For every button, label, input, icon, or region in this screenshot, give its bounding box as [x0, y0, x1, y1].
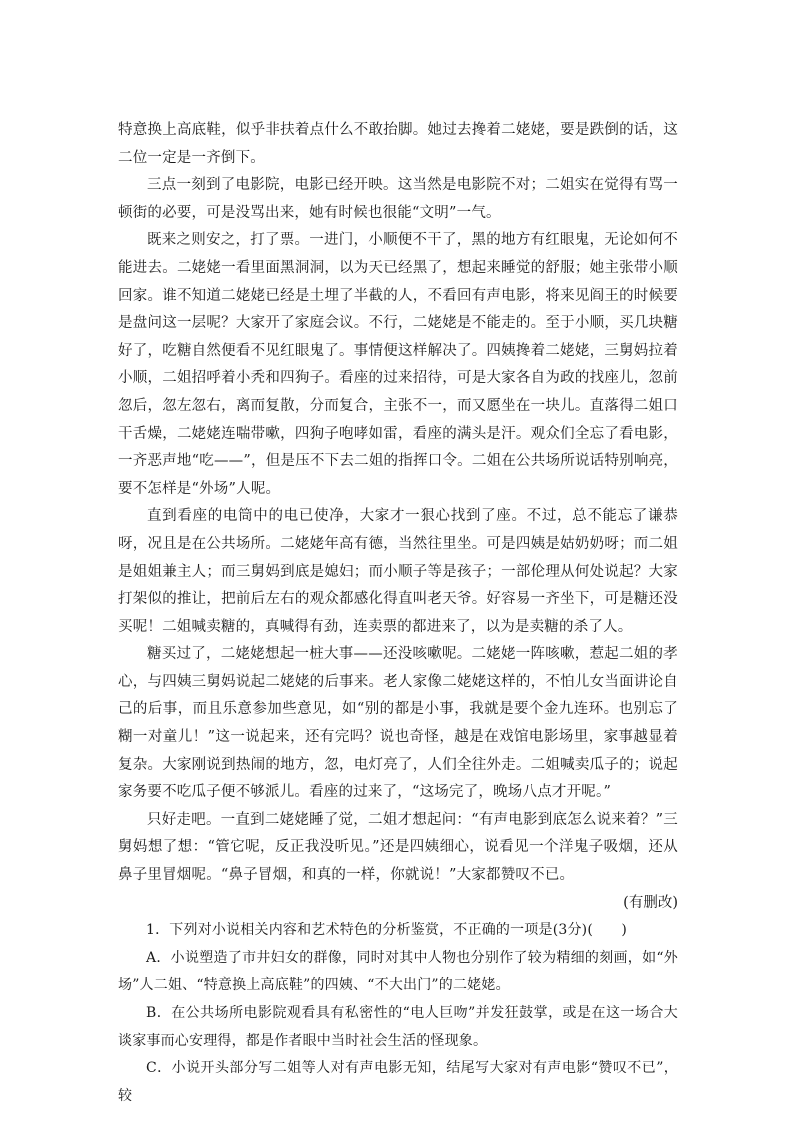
question-option-a: A．小说塑造了市井妇女的群像，同时对其中人物也分别作了较为精细的刻画，如“外场”人二姐、“特意换上高底鞋”的四姨、“不大出门”的二姥姥。 [118, 949, 678, 994]
source-note: (有删改) [623, 894, 678, 911]
document-page [118, 117, 678, 1110]
passage-paragraph-6: 只好走吧。一直到二姥姥睡了觉，二姐才想起问：“有声电影到底怎么说来着？”三舅妈想了想：“管它呢，反正我没听见。”还是四姨细心，说看见一个洋鬼子吸烟，还从鼻子里冒烟呢。“鼻子冒烟，和真的一样，你就说！”大家都赞叹不已。 [118, 811, 678, 884]
passage-paragraph-4: 直到看座的电筒中的电已使净，大家才一狠心找到了座。不过，总不能忘了谦恭呀，况且是在公共场所。二姥姥年高有德，当然往里坐。可是四姨是姑奶奶呀；而二姐是姐姐兼主人；而三舅妈到底是媳妇；而小顺子等是孩子；一部伦理从何处说起？大家打架似的推让，把前后左右的观众都感化得直叫老天爷。好容易一齐坐下，可是糖还没买呢！二姐喊卖糖的，真喊得有劲，连卖票的都进来了，以为是卖糖的杀了人。 [118, 508, 678, 635]
question-stem: 1．下列对小说相关内容和艺术特色的分析鉴赏，不正确的一项是(3分)( ) [146, 922, 628, 939]
passage-paragraph-5: 糖买过了，二姥姥想起一桩大事——还没咳嗽呢。二姥姥一阵咳嗽，惹起二姐的孝心，与四姨三舅妈说起二姥姥的后事来。老人家像二姥姥这样的，不怕儿女当面讲论自己的后事，而且乐意参加些意见，如“别的都是小事，我就是要个金九连环。也别忘了糊一对童儿！”这一说起来，还有完吗？说也奇怪，越是在戏馆电影场里，家事越显着复杂。大家刚说到热闹的地方，忽，电灯亮了，人们全往外走。二姐喊卖瓜子的；说起家务要不吃瓜子便不够派儿。看座的过来了，“这场完了，晚场八点才开呢。” [118, 646, 678, 801]
passage-paragraph-1: 特意换上高底鞋，似乎非扶着点什么不敢抬脚。她过去搀着二姥姥，要是跌倒的话，这二位一定是一齐倒下。 [118, 122, 678, 166]
question-option-b: B．在公共场所电影院观看具有私密性的“电人巨吻”并发狂鼓掌，或是在这一场合大谈家事而心安理得，都是作者眼中当时社会生活的怪现象。 [118, 1005, 678, 1049]
question-option-c: C．小说开头部分写二姐等人对有声电影无知，结尾写大家对有声电影“赞叹不已”，较 [118, 1060, 678, 1104]
passage-paragraph-3: 既来之则安之，打了票。一进门，小顺便不干了，黑的地方有红眼鬼，无论如何不能进去。二姥姥一看里面黑洞洞，以为天已经黑了，想起来睡觉的舒服；她主张带小顺回家。谁不知道二姥姥已经是土埋了半截的人，不看回有声电影，将来见阎王的时候要是盘问这一层呢？大家开了家庭会议。不行，二姥姥是不能走的。至于小顺，买几块糖好了，吃糖自然便看不见红眼鬼了。事情便这样解决了。四姨搀着二姥姥，三舅妈拉着小顺，二姐招呼着小秃和四狗子。看座的过来招待，可是大家各自为政的找座儿，忽前忽后，忽左忽右，离而复散，分而复合，主张不一，而又愿坐在一块儿。直落得二姐口干舌燥，二姥姥连喘带嗽，四狗子咆哮如雷，看座的满头是汗。观众们全忘了看电影，一齐恶声地“吃——”，但是压不下去二姐的指挥口令。二姐在公共场所说话特别响亮，要不怎样是“外场”人呢。 [118, 232, 678, 497]
passage-paragraph-2: 三点一刻到了电影院，电影已经开映。这当然是电影院不对；二姐实在觉得有骂一顿街的必要，可是没骂出来，她有时候也很能“文明”一气。 [118, 177, 678, 221]
